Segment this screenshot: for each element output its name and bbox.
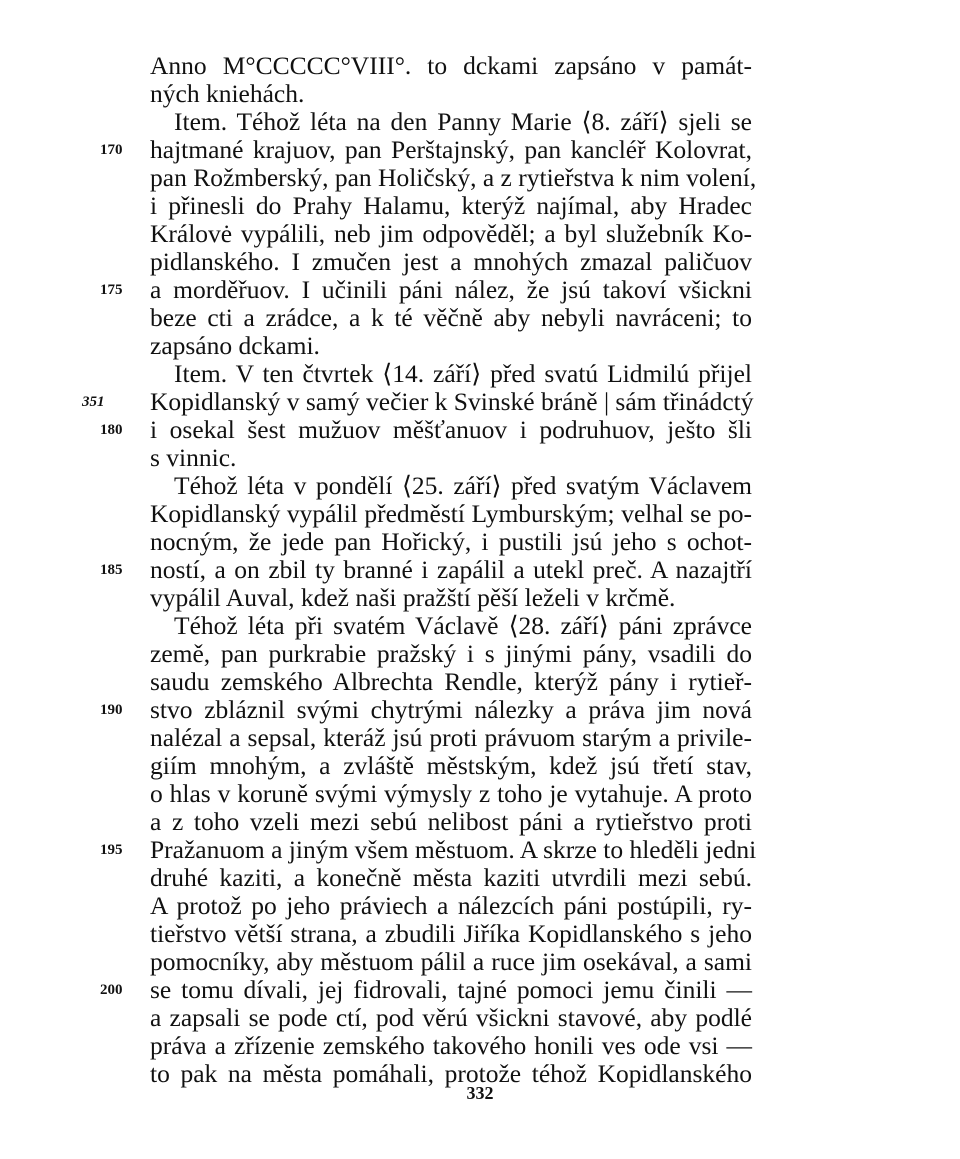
text-line: s vinnic. [150,443,237,472]
text-line: země, pan purkrabie pražský i s jinými pány, vsadili do [150,639,752,668]
text-line: Item. Téhož léta na den Panny Marie ⟨8. září⟩ sjeli se [174,107,752,136]
text-line: práva a zřízenie zemského takového honili ves ode vsi — [150,1031,752,1060]
text-line: a morděřuov. I učinili páni nález, že jsú takoví všickni [150,275,752,304]
text-line: tieřstvo větší strana, a zbudili Jiříka Kopidlanského s jeho [150,919,752,948]
text-line: i přinesli do Prahy Halamu, kterýž najímal, aby Hradec [150,191,752,220]
page-number: 332 [466,1083,494,1103]
text-line: o hlas v koruně svými výmysly z toho je vytahuje. A proto [150,779,752,808]
line-number: 190 [100,702,123,718]
text-line: stvo zbláznil svými chytrými nálezky a práva jim nová [150,695,752,724]
line-number: 195 [100,842,123,858]
text-line: se tomu dívali, jej fidrovali, tajné pomoci jemu činili — [150,975,752,1004]
text-line: to pak na města pomáhali, protože téhož Kopidlanského [150,1059,752,1088]
line-number: 170 [100,142,123,158]
text-line: i osekal šest mužuov měšťanuov i podruhuov, ješto šli [150,415,752,444]
text-line: vypálil Auval, kdež naši pražští pěší leželi v krčmě. [150,583,676,612]
text-line: saudu zemského Albrechta Rendle, kterýž pány i rytieř- [150,667,752,696]
text-line: beze cti a zrádce, a k té věčně aby nebyli navráceni; to [150,303,752,332]
text-line: zapsáno dckami. [150,331,320,360]
text-line: hajtmané krajuov, pan Perštajnský, pan kancléř Kolovrat, [150,135,752,164]
text-line: Kopidlanský v samý večier k Svinské bráně | sám třinádctý [150,387,754,416]
line-number: 180 [100,422,123,438]
text-line: Pražanuom a jiným všem městuom. A skrze to hleděli jedni [150,835,757,864]
text-line: Anno M°CCCCC°VIII°. to dckami zapsáno v památ- [150,51,752,80]
text-line: Téhož léta při svatém Václavě ⟨28. září⟩ páni zprávce [174,611,752,640]
text-line: Item. V ten čtvrtek ⟨14. září⟩ před svatú Lidmilú přijel [174,359,752,388]
line-number: 185 [100,562,123,578]
text-line: Kopidlanský vypálil předměstí Lymburským; velhal se po- [150,499,752,528]
margin-page-reference: 351 [82,394,105,410]
text-line: pomocníky, aby městuom pálil a ruce jim osekával, a sami [150,947,752,976]
text-line: pan Rožmberský, pan Holičský, a z rytieřstva k nim volení, [150,163,757,192]
text-line: nalézal a sepsal, kteráž jsú proti právuom starým a privile- [150,723,752,752]
text-line: Téhož léta v pondělí ⟨25. září⟩ před svatým Václavem [174,471,752,500]
text-line: a z toho vzeli mezi sebú nelibost páni a rytieřstvo proti [150,807,752,836]
line-number: 175 [100,282,123,298]
text-line: nocným, že jede pan Hořický, i pustili jsú jeho s ochot- [150,527,752,556]
text-line: giím mnohým, a zvláště městským, kdež jsú třetí stav, [150,751,752,780]
text-line: druhé kaziti, a konečně města kaziti utvrdili mezi sebú. [150,863,752,892]
line-number: 200 [100,982,123,998]
text-line: Královė vypálili, neb jim odpověděl; a byl služebník Ko- [150,219,752,248]
text-line: pidlanského. I zmučen jest a mnohých zmazal paličuov [150,247,752,276]
text-line: A protož po jeho práviech a nálezcích páni postúpili, ry- [150,891,752,920]
text-line: ností, a on zbil ty branné i zapálil a utekl preč. A nazajtří [150,555,752,584]
text-line: a zapsali se pode ctí, pod věrú všickni stavové, aby podlé [150,1003,752,1032]
text-line: ných kniehách. [150,79,305,108]
